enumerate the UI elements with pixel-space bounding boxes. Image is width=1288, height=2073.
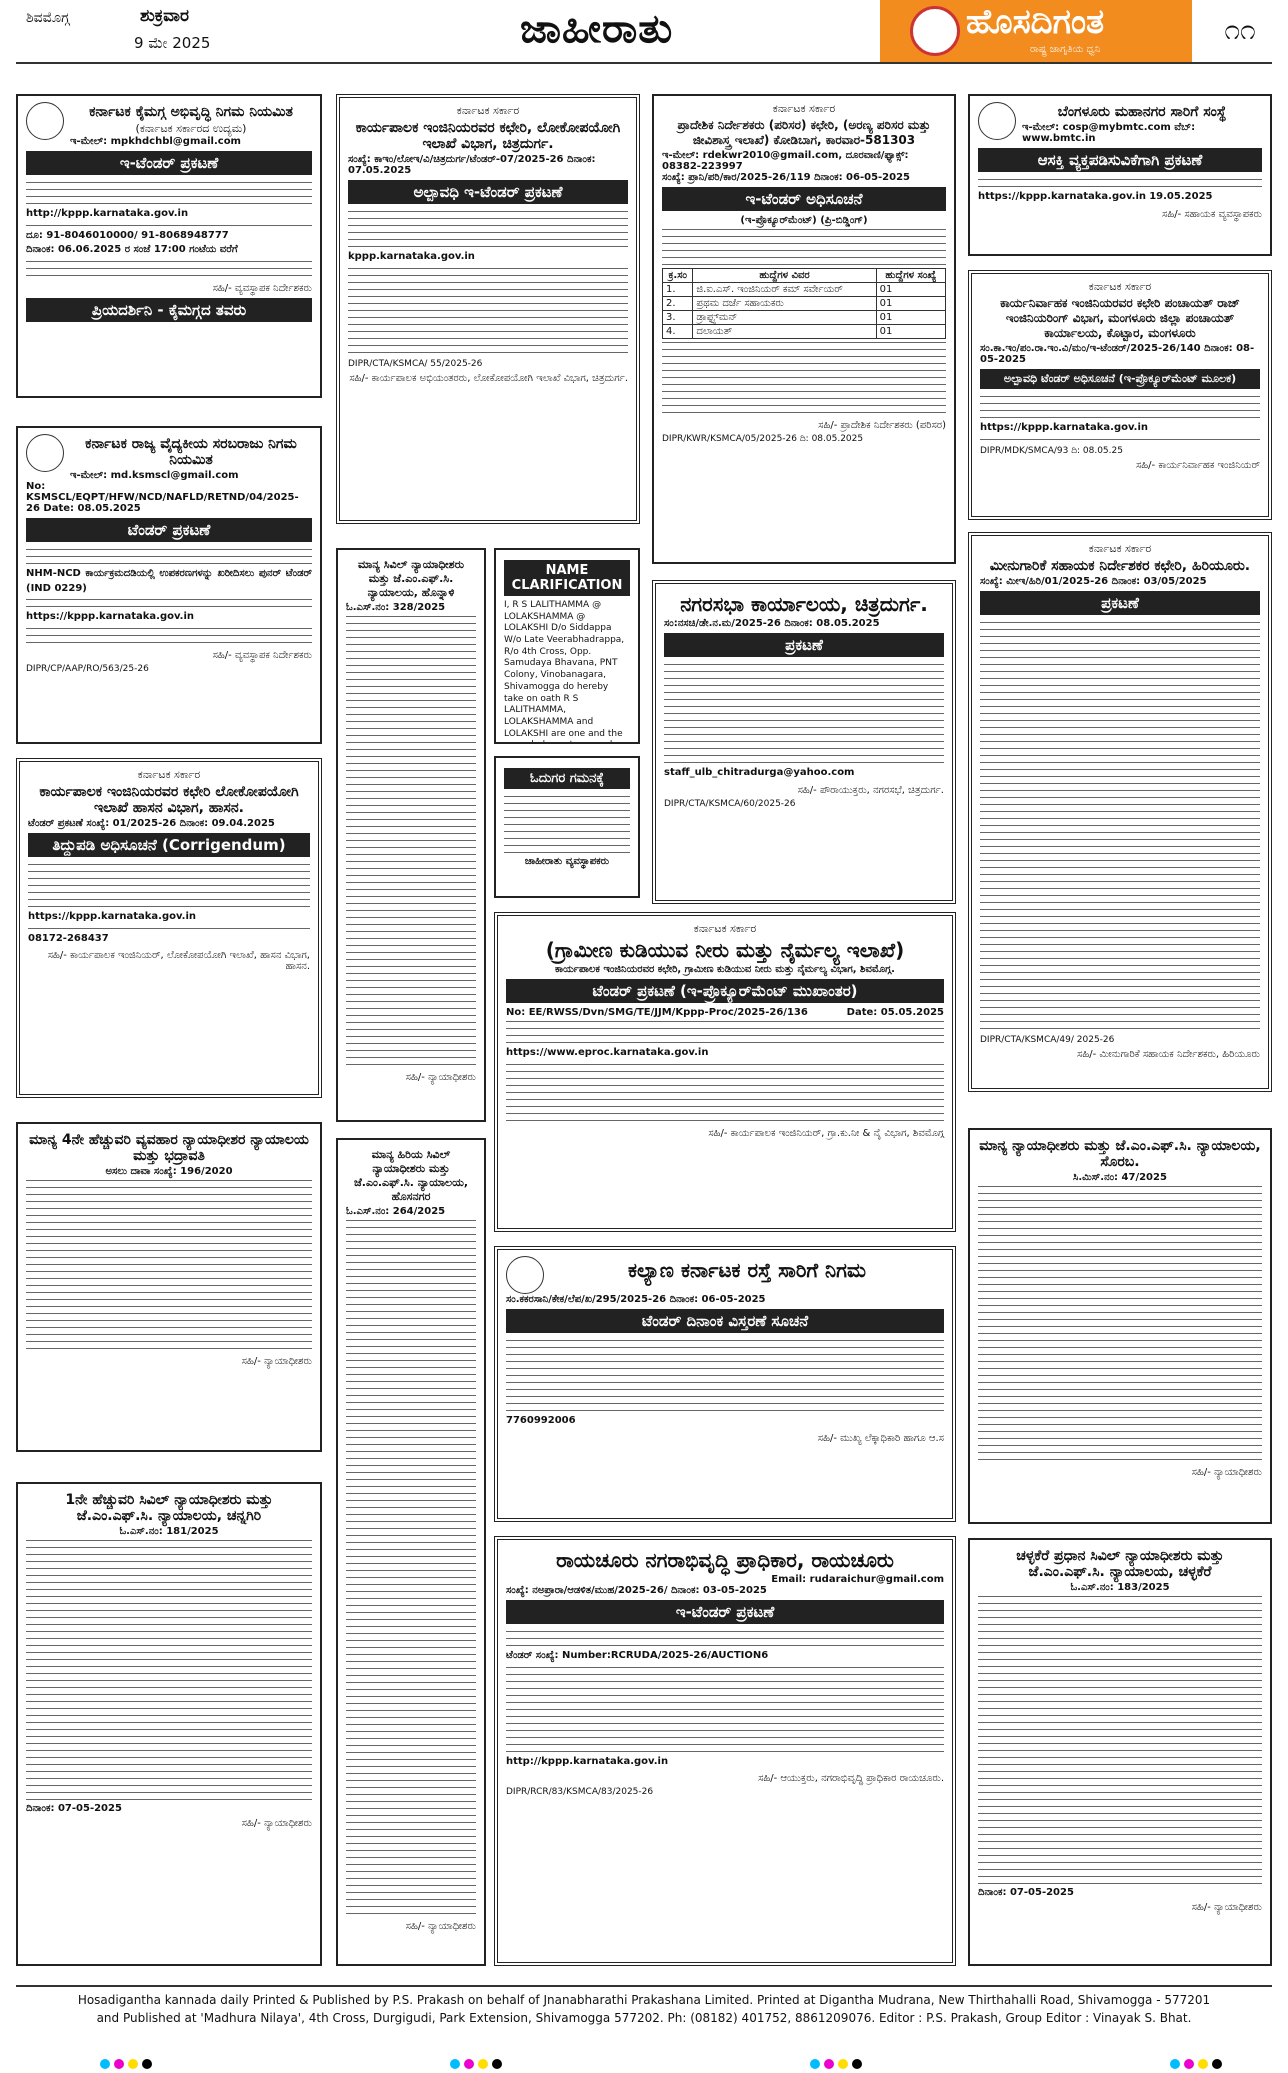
ad-pwd-hassan-corrigendum [16, 758, 322, 1098]
ad-phone: ದೂ: 91-8046010000/ 91-8068948777 [26, 229, 229, 241]
ad-court-honnali [336, 548, 486, 1122]
ad-ref: ಸಿ.ಮಿಸ್.ನಂ: 47/2025 [1073, 1172, 1167, 1183]
page-number: ೧೧ [1192, 0, 1288, 62]
table-row: 3. ಡ್ರಾಫ್ಟ್ಸ್‌ಮನ್ 01 [663, 311, 946, 325]
ad-body [978, 1593, 1262, 1887]
ad-sign: ಸಹಿ/- ಕಾರ್ಯನಿರ್ವಾಹಕ ಇಂಜಿನಿಯರ್ [1135, 459, 1260, 471]
ad-office: ಕಾರ್ಯಪಾಲಕ ಇಂಜಿನಿಯರವರ ಕಛೇರಿ, ಗ್ರಾಮೀಣ ಕುಡಿಯುವ ನೀರು ಮತ್ತು ನೈರ್ಮಲ್ಯ ವಿಭಾಗ, ಶಿವಮೊಗ್ಗ. [555, 964, 895, 975]
ad-title: 1ನೇ ಹೆಚ್ಚುವರಿ ಸಿವಿಲ್ ನ್ಯಾಯಾಧೀಶರು ಮತ್ತು ಜೆ.ಎಂ.ಎಫ್.ಸಿ. ನ್ಯಾಯಾಲಯ, ಚನ್ನಗಿರಿ [65, 1492, 273, 1524]
ad-prd-mangaluru-tender [968, 270, 1272, 520]
ad-sign: ಸಹಿ/- ಕಾರ್ಯಪಾಲಕ ಇಂಜಿನಿಯರ್, ಲೋಕೋಪಯೋಗಿ ಇಲಾಖೆ, ಹಾಸನ ವಿಭಾಗ, ಹಾಸನ. [47, 950, 310, 972]
city-label: ಶಿವಮೊಗ್ಗ [26, 10, 70, 26]
ad-gov: ಕರ್ನಾಟಕ ಸರ್ಕಾರ [1088, 280, 1152, 293]
masthead [880, 0, 1288, 62]
ad-date: Date: 05.05.2025 [846, 1007, 944, 1018]
ad-ref-row [506, 1007, 944, 1018]
ad-bar: ತಿದ್ದುಪಡಿ ಅಧಿಸೂಚನೆ (Corrigendum) [28, 833, 310, 857]
ad-title: ಮಾನ್ಯ 4ನೇ ಹೆಚ್ಚುವರಿ ವ್ಯವಹಾರ ನ್ಯಾಯಾಧೀಶರ ನ್ಯಾಯಾಲಯ ಮತ್ತು ಭದ್ರಾವತಿ [29, 1132, 309, 1164]
imprint-line-2: and Published at 'Madhura Nilaya', 4th Cross, Durgigudi, Park Extension, Shivamogga 577202. Ph: (08182) 401752, 8861209076. Editor : P.S. Prakash, Group Editor : Vinayak S. Bhat. [96, 2011, 1192, 2025]
ad-ref: ಸಂಖ್ಯೆ: ಮೀಇ/ಹಿರಿ/01/2025-26 ದಿನಾಂಕ: 03/05/2025 [980, 576, 1207, 587]
ad-sign: ಸಹಿ/- ಮುಖ್ಯ ಲೆಕ್ಕಾಧಿಕಾರಿ ಹಾಗೂ ಆ.ಸ [817, 1432, 944, 1444]
ad-foot: ಜಾಹೀರಾತು ವ್ಯವಸ್ಥಾಪಕರು [524, 856, 610, 867]
ad-sign: ಸಹಿ/- ಪ್ರಾದೇಶಿಕ ನಿರ್ದೇಶಕರು (ಪರಿಸರ) [818, 420, 946, 431]
ad-body [506, 1337, 944, 1429]
ad-ref: No: KSMSCL/EQPT/HFW/NCD/NAFLD/RETND/04/2025-26 Date: 08.05.2025 [26, 481, 299, 514]
ad-sign: ಸಹಿ/- ಮೀನುಗಾರಿಕೆ ಸಹಾಯಕ ನಿರ್ದೇಶಕರು, ಹಿರಿಯೂರು [1077, 1049, 1260, 1060]
ad-title: ಚಳ್ಳಕೆರೆ ಪ್ರಧಾನ ಸಿವಿಲ್ ನ್ಯಾಯಾಧೀಶರು ಮತ್ತು ಜೆ.ಎಂ.ಎಫ್.ಸಿ. ನ್ಯಾಯಾಲಯ, ಚಳ್ಳಕೆರೆ [1016, 1548, 1224, 1580]
ad-sign: ಸಹಿ/- ನ್ಯಾಯಾಧೀಶರು [405, 1072, 476, 1083]
ad-phone: 08172-268437 [28, 932, 109, 944]
registration-marks-icon [100, 2054, 156, 2064]
ad-tender: ಟೆಂಡರ್ ಸಂಖ್ಯೆ: Number:RCRUDA/2025-26/AUCTION6 [506, 1650, 769, 1661]
ad-sign: ಸಹಿ/- ವ್ಯವಸ್ಥಾಪಕ ನಿರ್ದೇಶಕರು [212, 282, 312, 294]
ad-body [26, 1177, 312, 1352]
ad-dates: ದಿನಾಂಕ: 06.06.2025 ರ ಸಂಜೆ 17:00 ಗಂಟೆಯ ವರೆಗೆ [26, 244, 238, 255]
ad-title: ಮಾನ್ಯ ಹಿರಿಯ ಸಿವಿಲ್ ನ್ಯಾಯಾಧೀಶರು ಮತ್ತು ಜೆ.ಎಂ.ಎಫ್.ಸಿ. ನ್ಯಾಯಾಲಯ, ಹೊಸನಗರ [353, 1148, 469, 1203]
ad-body [980, 393, 1260, 443]
ad-bmtc-eoi [968, 94, 1272, 256]
ad-sign: ಸಹಿ/- ಆಯುಕ್ತರು, ನಗರಾಭಿವೃದ್ಧಿ ಪ್ರಾಧಿಕಾರ ರಾಯಚೂರು. [758, 1773, 944, 1784]
ad-dipr: DIPR/CTA/KSMCA/49/ 2025-26 [980, 1035, 1115, 1045]
ad-foot: ಪ್ರಿಯದರ್ಶಿನಿ - ಕೈಮಗ್ಗದ ತವರು [26, 298, 312, 322]
ad-ref: ಸಂ:ನಸಚಿ/ಡೇ.ನ.ಮ/2025-26 ದಿನಾಂಕ: 08.05.2025 [664, 618, 880, 629]
ad-site: https://kppp.karnataka.gov.in [26, 611, 195, 622]
ad-court-channagiri [16, 1482, 322, 1966]
ad-email: staff_ulb_chitradurga@yahoo.com [664, 767, 855, 778]
ad-org: ರಾಯಚೂರು ನಗರಾಭಿವೃದ್ಧಿ ಪ್ರಾಧಿಕಾರ, ರಾಯಚೂರು [556, 1548, 894, 1572]
imprint-line-1: Hosadigantha kannada daily Printed & Published by P.S. Prakash on behalf of Jnanabharathi Prakashana Limited. Printed at Digantha Mudrana, New Thirthahalli Road, Shivamogga - 577201 [77, 1993, 1211, 2007]
ad-org: (ಗ್ರಾಮೀಣ ಕುಡಿಯುವ ನೀರು ಮತ್ತು ನೈರ್ಮಲ್ಯ ಇಲಾಖೆ) [545, 938, 905, 962]
ad-body [978, 1183, 1262, 1463]
ad-dipr: DIPR/RCR/83/KSMCA/83/2025-26 [506, 1787, 654, 1797]
table-row: 2. ಪ್ರಥಮ ದರ್ಜೆ ಸಹಾಯಕರು 01 [663, 297, 946, 311]
ad-site: http://kppp.karnataka.gov.in [506, 1755, 669, 1767]
ad-ref: ಸಂಖ್ಯೆ: ನಅಪ್ರಾರಾ/ಆಡಳಿತ/ಮುಹ/2025-26/ ದಿನಾಂಕ: 03-05-2025 [506, 1585, 767, 1596]
ad-sign: ಸಹಿ/- ನ್ಯಾಯಾಧೀಶರು [241, 1818, 312, 1829]
ad-email: Email: rudaraichur@gmail.com [771, 1574, 944, 1585]
ad-org: ಕರ್ನಾಟಕ ಕೈಮಗ್ಗ ಅಭಿವೃದ್ಧಿ ನಿಗಮ ನಿಯಮಿತ [89, 104, 293, 120]
ad-name-clarification [494, 548, 640, 744]
ad-sign: ಸಹಿ/- ನ್ಯಾಯಾಧೀಶರು [1191, 1902, 1262, 1913]
ad-court-challakere [968, 1538, 1272, 1966]
ad-dipr: DIPR/CP/AAP/RO/563/25-26 [26, 663, 149, 674]
ad-bar: ಟೆಂಡರ್ ಪ್ರಕಟಣೆ [26, 518, 312, 542]
ad-gov: ಕರ್ನಾಟಕ ಸರ್ಕಾರ [693, 922, 757, 935]
ad-ref: ಸಂ.ಕಕರಸಾನಿ/ಕೇಕ/ಲೆಪ/ಖ/295/2025-26 ದಿನಾಂಕ: 06-05-2025 [506, 1294, 766, 1305]
ad-org: ಕಾರ್ಯಪಾಲಕ ಇಂಜಿನಿಯರವರ ಕಛೇರಿ ಲೋಕೋಪಯೋಗಿ ಇಲಾಖೆ ಹಾಸನ ವಿಭಾಗ, ಹಾಸನ. [39, 784, 299, 816]
ad-ref: No: EE/RWSS/Dvn/SMG/TE/JJM/Kppp-Proc/2025-26/136 [506, 1007, 808, 1018]
ad-date: ದಿನಾಂಕ: 07-05-2025 [978, 1887, 1074, 1898]
ad-ref: ಓ.ಎಸ್.ನಂ: 181/2025 [119, 1526, 219, 1537]
ad-bar: ಅಲ್ಪಾವಧಿ ಟೆಂಡರ್ ಅಧಿಸೂಚನೆ (ಇ-ಪ್ರೊಕ್ಯೂರ್‌ಮೆಂಟ್ ಮೂಲಕ) [980, 369, 1260, 389]
ad-sign: ಸಹಿ/- ನ್ಯಾಯಾಧೀಶರು [241, 1356, 312, 1367]
ad-body [662, 226, 946, 268]
ad-title: ಮಾನ್ಯ ಸಿವಿಲ್ ನ್ಯಾಯಾಧೀಶರು ಮತ್ತು ಜೆ.ಎಂ.ಎಫ್.ಸಿ. ನ್ಯಾಯಾಲಯ, ಹೊನ್ನಾಳಿ [357, 558, 465, 599]
ad-site: https://kppp.karnataka.gov.in [28, 911, 197, 922]
day-label: ಶುಕ್ರವಾರ [140, 6, 189, 26]
registration-marks-icon [1170, 2054, 1226, 2064]
ad-org: ಕಾರ್ಯಪಾಲಕ ಇಂಜಿನಿಯರವರ ಕಛೇರಿ, ಲೋಕೋಪಯೋಗಿ ಇಲಾಖೆ ವಿಭಾಗ, ಚಿತ್ರದುರ್ಗ. [355, 120, 621, 152]
ad-body [26, 1537, 312, 1803]
ad-ref: ಸಂಖ್ಯೆ: ಕಾಇಂ/ಲೋಇ/ವಿ/ಚಿತ್ರದುರ್ಗ/ಟೆಂಡರ್-07/2025-26 ದಿನಾಂಕ: 07.05.2025 [348, 154, 596, 176]
ad-body [980, 619, 1260, 1032]
registration-marks-icon [810, 2054, 866, 2064]
ad-dipr: DIPR/CTA/KSMCA/60/2025-26 [664, 798, 796, 809]
table-header: ಹುದ್ದೆಗಳ ಸಂಖ್ಯೆ [876, 269, 945, 283]
ad-ref: ಸಂ.ಕಾ.ಇಂ/ಪಂ.ರಾ.ಇಂ.ವಿ/ಮಂ/ಇ-ಟೆಂಡರ್/2025-26/140 ದಿನಾಂಕ: 08-05-2025 [980, 343, 1255, 365]
newspaper-logo-icon [910, 6, 960, 56]
ad-court-hosanagar [336, 1138, 486, 1966]
ad-sign: ಸಹಿ/- ಕಾರ್ಯಪಾಲಕ ಅಭಿಯಂತರರು, ಲೋಕೋಪಯೋಗಿ ಇಲಾಖೆ ವಿಭಾಗ, ಚಿತ್ರದುರ್ಗ. [349, 372, 628, 384]
ad-bar: ಇ-ಟೆಂಡರ್ ಅಧಿಸೂಚನೆ [662, 187, 946, 211]
ad-bar: ಆಸಕ್ತಿ ವ್ಯಕ್ತಪಡಿಸುವಿಕೆಗಾಗಿ ಪ್ರಕಟಣೆ [978, 148, 1262, 172]
ad-email: ಇ-ಮೇಲ್: cosp@mybmtc.com ವೆಬ್: www.bmtc.in [1022, 122, 1196, 144]
ad-body [664, 661, 944, 781]
ad-title: NAME CLARIFICATION [504, 560, 630, 596]
ad-pwd-chitradurga-tender [336, 94, 640, 524]
ad-court-soraba [968, 1128, 1272, 1524]
ad-environment-tender [652, 94, 956, 564]
ad-body-2 [662, 339, 946, 416]
ad-ref: ಸಂಖ್ಯೆ: ಪ್ರಾನಿ/ಪರಿ/ಕಾರ/2025-26/119 ದಿನಾಂಕ: 06-05-2025 [662, 172, 911, 183]
ad-text: I, R S LALITHAMMA @ LOLAKSHAMMA @ LOLAKSHI D/o Siddappa W/o Late Veerabhadrappa, R/o 4th Cross, Opp. Samudaya Bhavana, PNT Colony, Vinobanagara, Shivamogga do hereby take on oath R S LALITHAMMA, LOLAKSHAMMA and LOLAKSHI are one and the [504, 600, 625, 739]
ad-bar: ಪ್ರಕಟಣೆ [980, 591, 1260, 615]
registration-marks-icon [450, 2054, 506, 2064]
ad-bar: ಇ-ಟೆಂಡರ್ ಪ್ರಕಟಣೆ [506, 1600, 944, 1624]
ad-gov: ಕರ್ನಾಟಕ ಸರ್ಕಾರ [772, 102, 836, 115]
ad-date: ದಿನಾಂಕ: 07-05-2025 [26, 1803, 122, 1814]
brand-name: ಹೊಸದಿಗಂತ [966, 2, 1105, 42]
ad-rural-water-tender [494, 912, 956, 1232]
kkrtc-logo-icon [506, 1256, 544, 1294]
ad-email: ಇ-ಮೇಲ್: md.ksmscl@gmail.com [70, 470, 239, 481]
ad-phone: 7760992006 [506, 1415, 576, 1426]
posts-table [662, 268, 946, 339]
ad-court-bhadravati [16, 1122, 322, 1452]
ad-body [26, 179, 312, 279]
ad-bar2: (ಇ-ಪ್ರೊಕ್ಯೂರ್‌ಮೆಂಟ್) (ಪ್ರಿ-ಬಿಡ್ಡಿಂಗ್) [740, 215, 868, 226]
ad-org: ಕಲ್ಯಾಣ ಕರ್ನಾಟಕ ರಸ್ತೆ ಸಾರಿಗೆ ನಿಗಮ [628, 1258, 866, 1282]
ad-sign: ಸಹಿ/- ವ್ಯವಸ್ಥಾಪಕ ನಿರ್ದೇಶಕರು [212, 649, 312, 661]
ad-city-municipal-chitradurga [652, 580, 956, 904]
ad-org: ನಗರಸಭಾ ಕಾರ್ಯಾಲಯ, ಚಿತ್ರದುರ್ಗ. [680, 592, 928, 616]
handloom-logo-icon [26, 102, 64, 140]
bmtc-logo-icon [978, 102, 1016, 140]
ad-ref: ಓ.ಎಸ್.ನಂ: 264/2025 [346, 1206, 446, 1217]
table-row: 1. ಜಿ.ಐ.ಎಸ್. ಇಂಜಿನಿಯರ್ ಕಮ್ ಸರ್ವೇಯರ್ 01 [663, 283, 946, 297]
ad-org: ಕರ್ನಾಟಕ ರಾಜ್ಯ ವೈದ್ಯಕೀಯ ಸರಬರಾಜು ನಿಗಮ ನಿಯಮಿತ [85, 436, 297, 468]
ad-site: https://kppp.karnataka.gov.in [980, 422, 1149, 433]
date-label: 9 ಮೇ 2025 [134, 34, 211, 52]
section-title: ಜಾಹೀರಾತು [520, 6, 674, 52]
table-header: ಕ್ರ.ಸಂ [663, 269, 693, 283]
brand-tagline: ರಾಷ್ಟ್ರ ಜಾಗೃತಿಯ ಧ್ವನಿ [1030, 44, 1101, 55]
ad-site: kppp.karnataka.gov.in [348, 251, 475, 262]
ad-readers-notice [494, 756, 640, 898]
ad-sign: ಸಹಿ/- ಪೌರಾಯುಕ್ತರು, ನಗರಸಭೆ, ಚಿತ್ರದುರ್ಗ. [797, 784, 944, 796]
ad-dipr: DIPR/CTA/KSMCA/ 55/2025-26 [348, 358, 483, 369]
ad-body [504, 793, 630, 856]
ad-org: ಬೆಂಗಳೂರು ಮಹಾನಗರ ಸಾರಿಗೆ ಸಂಸ್ಥೆ [1057, 104, 1227, 120]
ad-body [28, 861, 310, 946]
ad-fisheries-hiriyur [968, 532, 1272, 1092]
ad-title: ಮಾನ್ಯ ನ್ಯಾಯಾಧೀಶರು ಮತ್ತು ಜೆ.ಎಂ.ಎಫ್.ಸಿ. ನ್ಯಾಯಾಲಯ, ಸೊರಬ. [979, 1138, 1261, 1170]
ad-site: https://www.eproc.karnataka.gov.in [506, 1047, 709, 1058]
ad-ref: ಓ.ಎಸ್.ನಂ: 183/2025 [1070, 1582, 1170, 1593]
ad-ref: ಅಸಲು ದಾವಾ ಸಂಖ್ಯೆ: 196/2020 [105, 1166, 233, 1177]
ad-raichur-uda-tender [494, 1536, 956, 1966]
ad-sign: ಸಹಿ/- ನ್ಯಾಯಾಧೀಶರು [405, 1921, 476, 1932]
ad-sign: ಸಹಿ/- ಕಾರ್ಯಪಾಲಕ ಇಂಜಿನಿಯರ್, ಗ್ರಾ.ಕು.ನೀ & ನೈ ವಿಭಾಗ, ಶಿವಮೊಗ್ಗ [708, 1127, 944, 1139]
ad-gov: ಕರ್ನಾಟಕ ಸರ್ಕಾರ [1088, 542, 1152, 555]
table-header: ಹುದ್ದೆಗಳ ವಿವರ [693, 269, 876, 283]
ad-bar: ಟೆಂಡರ್ ಪ್ರಕಟಣೆ (ಇ-ಪ್ರೊಕ್ಯೂರ್‌ಮೆಂಟ್ ಮುಖಾಂತರ) [506, 979, 944, 1003]
ad-sign: ಸಹಿ/- ನ್ಯಾಯಾಧೀಶರು [1191, 1467, 1262, 1478]
ad-body [506, 1628, 944, 1769]
ad-org: ಕಾರ್ಯನಿರ್ವಾಹಕ ಇಂಜಿನಿಯರವರ ಕಛೇರಿ ಪಂಚಾಯತ್ ರಾಜ್ ಇಂಜಿನಿಯರಿಂಗ್ ವಿಭಾಗ, ಮಂಗಳೂರು ಜಿಲ್ಲಾ ಪಂಚಾಯತ್ ಕಾರ್ಯಾಲಯ, ಕೊಟ್ಟಾರ, ಮಂಗಳೂರು [1000, 296, 1240, 340]
ad-bar: ಪ್ರಕಟಣೆ [664, 633, 944, 657]
ad-body [348, 208, 628, 356]
ad-gov: ಕರ್ನಾಟಕ ಸರ್ಕಾರ [456, 104, 520, 117]
ad-body [506, 1018, 944, 1124]
ad-dipr: DIPR/MDK/SMCA/93 ದಿ: 08.05.25 [980, 445, 1123, 456]
ad-org: ಮೀನುಗಾರಿಕೆ ಸಹಾಯಕ ನಿರ್ದೇಶಕರ ಕಛೇರಿ, ಹಿರಿಯೂರು. [989, 558, 1251, 574]
imprint-footer [16, 1985, 1272, 2027]
ad-handloom-tender [16, 94, 322, 398]
ad-dipr: DIPR/KWR/KSMCA/05/2025-26 ದಿ: 08.05.2025 [662, 434, 864, 444]
ad-bar: ಟೆಂಡರ್ ದಿನಾಂಕ ವಿಸ್ತರಣೆ ಸೂಚನೆ [506, 1309, 944, 1333]
ad-item: NHM-NCD ಕಾರ್ಯಕ್ರಮದಡಿಯಲ್ಲಿ ಉಪಕರಣಗಳನ್ನು ಖರೀದಿಸಲು ಪುನರ್ ಟೆಂಡರ್ (IND 0229) [26, 568, 312, 594]
ad-gov: ಕರ್ನಾಟಕ ಸರ್ಕಾರ [137, 768, 201, 781]
ad-sub: (ಕರ್ನಾಟಕ ಸರ್ಕಾರದ ಉದ್ಯಮ) [135, 122, 247, 135]
table-row: 4. ದಲಾಯತ್ 01 [663, 325, 946, 339]
ad-kkrtc-extension [494, 1246, 956, 1522]
ad-org: ಪ್ರಾದೇಶಿಕ ನಿರ್ದೇಶಕರು (ಪರಿಸರ) ಕಛೇರಿ, (ಅರಣ್ಯ ಪರಿಸರ ಮತ್ತು ಜೀವಿಶಾಸ್ತ್ರ ಇಲಾಖೆ) ಕೋಡಿಬಾಗ, ಕಾರವಾರ-581303 [677, 118, 931, 147]
ad-bar: ಅಲ್ಪಾವಧಿ ಇ-ಟೆಂಡರ್ ಪ್ರಕಟಣೆ [348, 180, 628, 204]
ad-sign: ಸಹಿ/- ಸಹಾಯಕ ವ್ಯವಸ್ಥಾಪಕರು [1162, 208, 1262, 220]
ad-medical-supply-tender [16, 426, 322, 744]
ad-body [346, 1217, 476, 1917]
ad-site: http://kppp.karnataka.gov.in [26, 208, 189, 219]
ad-ref: ಓ.ಎಸ್.ನಂ: 328/2025 [346, 602, 446, 613]
ad-body [978, 176, 1262, 205]
ad-email: ಇ-ಮೇಲ್: rdekwr2010@gmail.com, ದೂರವಾಣಿ/ಫ್ಯಾಕ್ಸ್: 08382-223997 [662, 150, 909, 172]
ad-bar: ಇ-ಟೆಂಡರ್ ಪ್ರಕಟಣೆ [26, 151, 312, 175]
ksmscl-logo-icon [26, 434, 64, 472]
ad-ref: ಟೆಂಡರ್ ಪ್ರಕಟಣೆ ಸಂಖ್ಯೆ: 01/2025-26 ದಿನಾಂಕ: 09.04.2025 [28, 818, 275, 829]
ad-site: https://kppp.karnataka.gov.in [978, 191, 1147, 202]
ad-body [346, 613, 476, 1068]
page-header [0, 0, 1288, 62]
ad-body [26, 546, 312, 646]
ad-title: ಓದುಗರ ಗಮನಕ್ಕೆ [504, 768, 630, 789]
ad-date: 19.05.2025 [1149, 191, 1213, 202]
ad-email: ಇ-ಮೇಲ್: mpkhdchbl@gmail.com [70, 136, 241, 147]
header-rule [16, 62, 1272, 64]
